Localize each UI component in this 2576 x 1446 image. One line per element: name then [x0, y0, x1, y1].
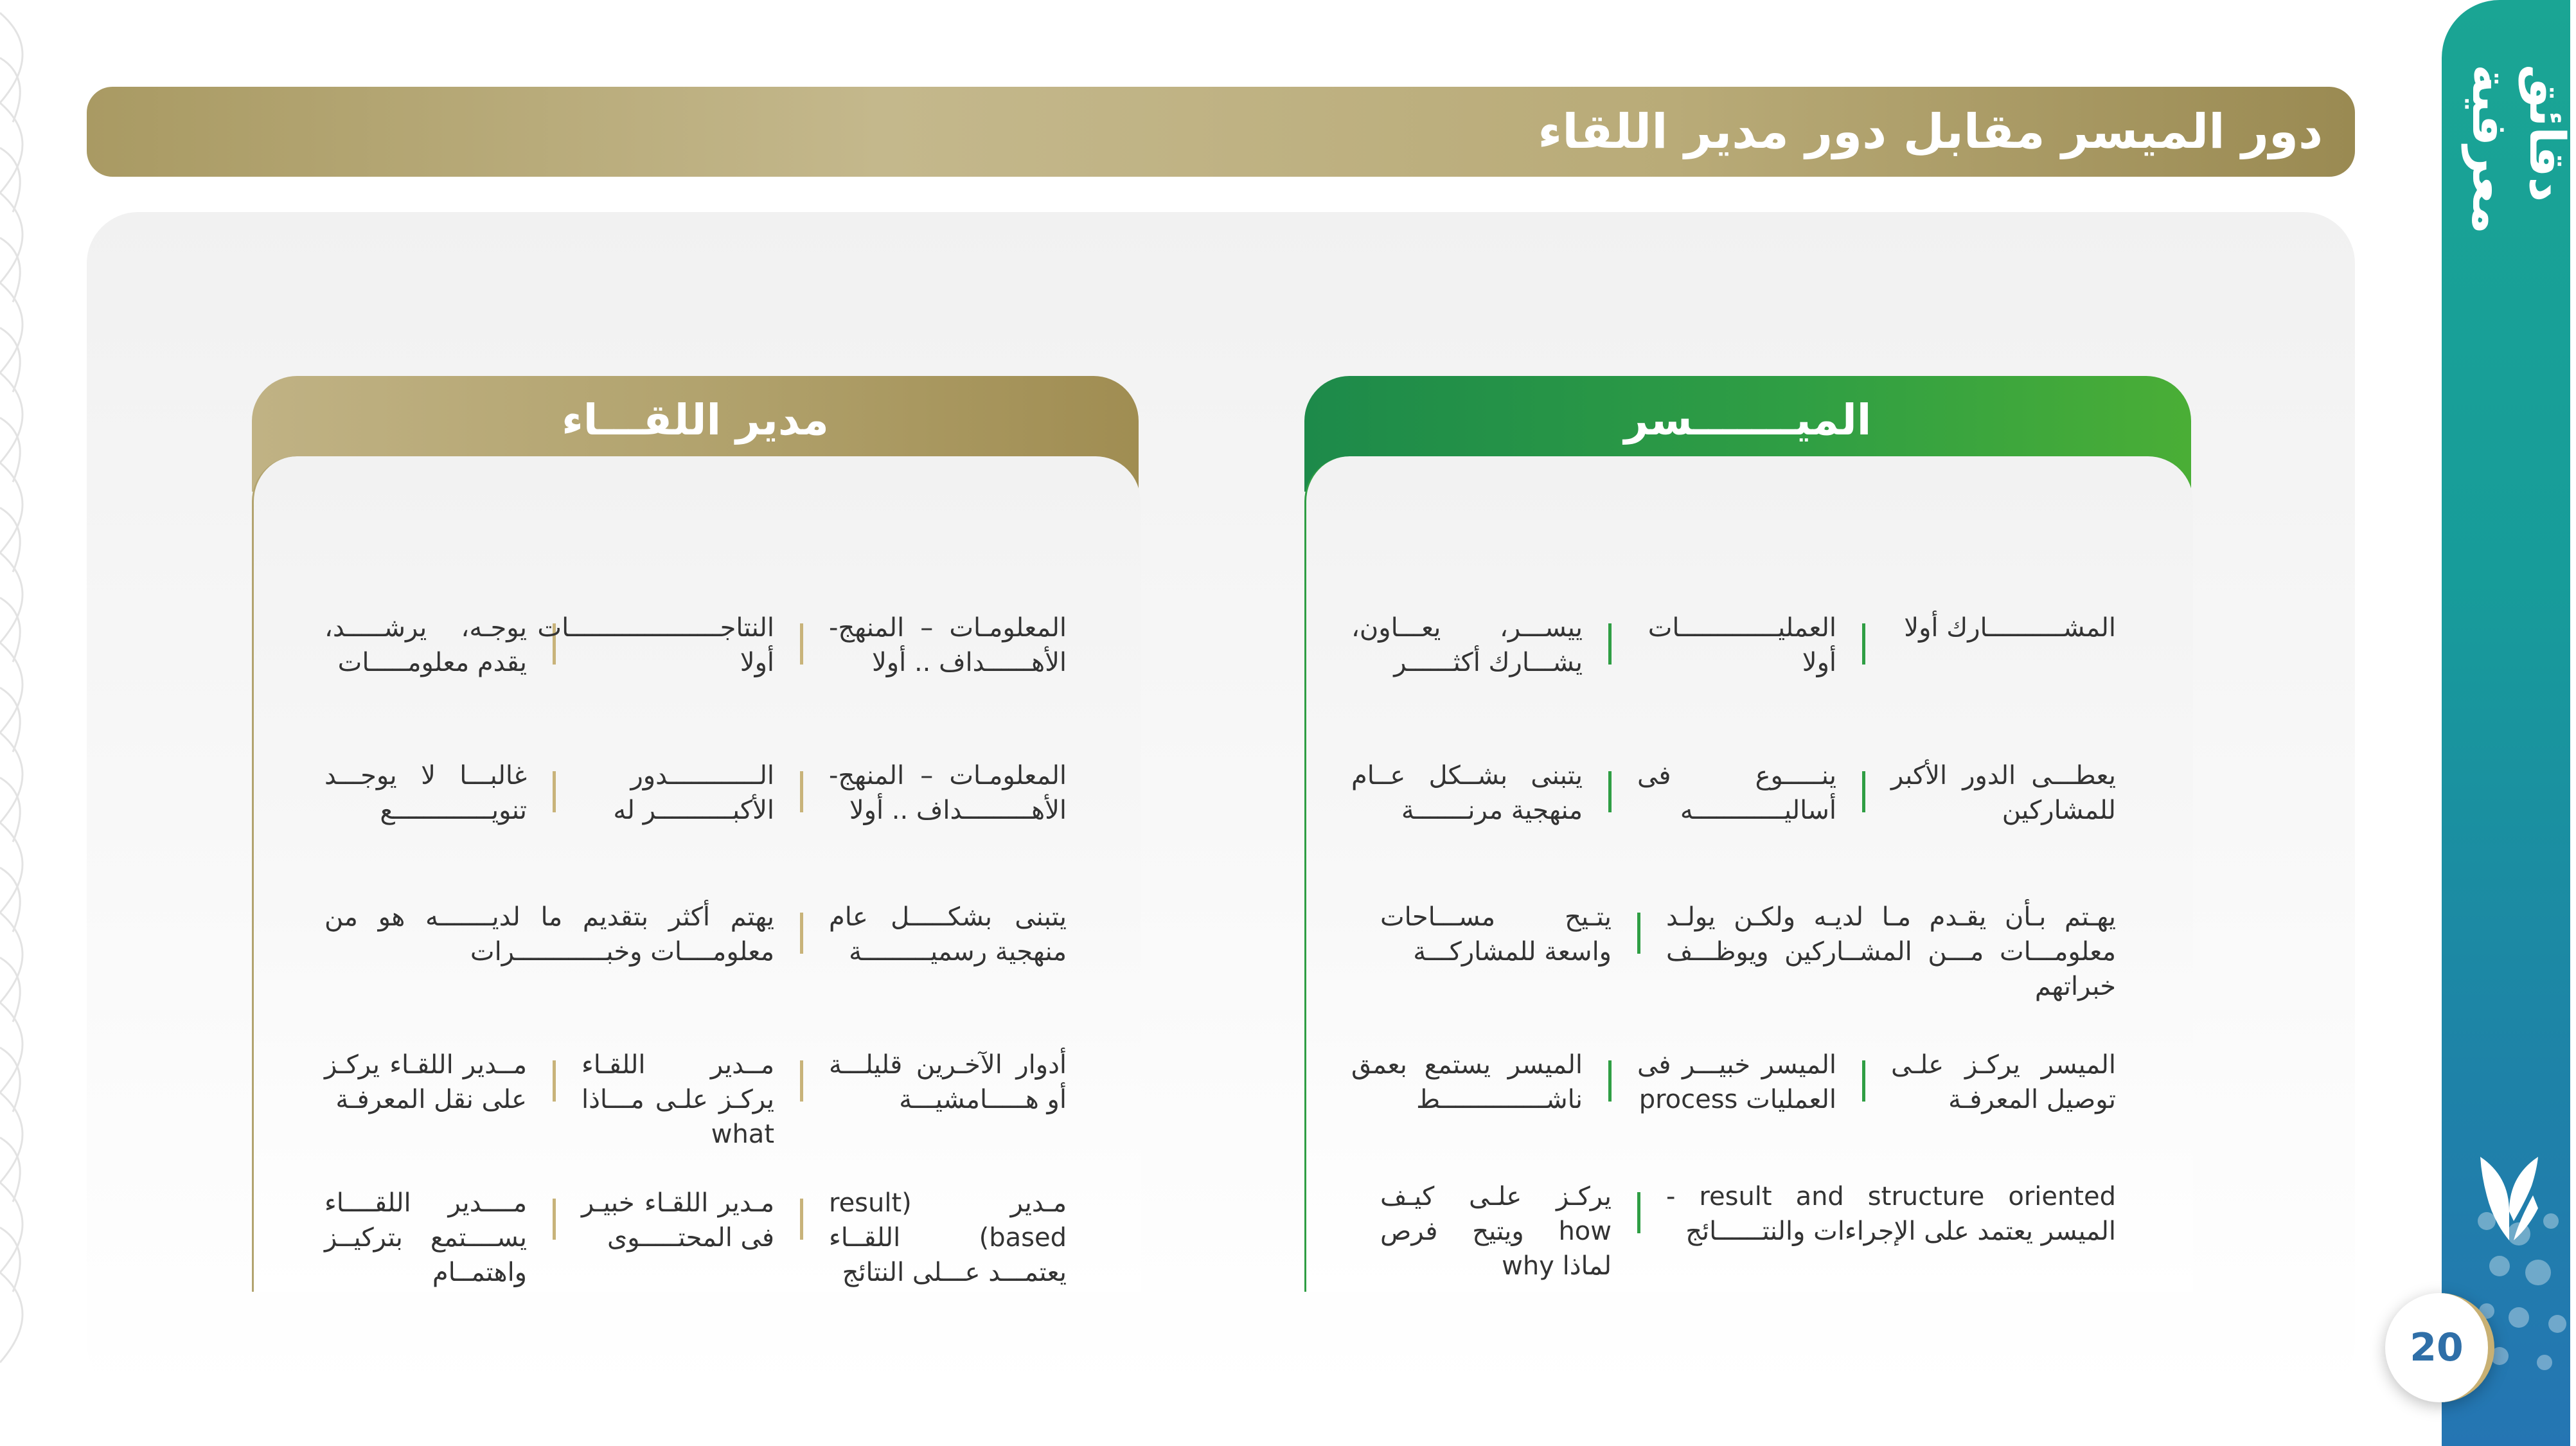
meeting-manager-cell: مـدير اللقـاء خبيـر فى المحتـــــوى [582, 1188, 774, 1253]
facilitator-cell: ينـــــوع فى أساليــــــــــــه [1637, 761, 1836, 825]
meeting-manager-card-body [252, 456, 1141, 1292]
meeting-manager-cell: يتبنى بشكـــــل عام منهجية رسميـــــــــة [829, 902, 1067, 967]
page-number-badge [2385, 1293, 2494, 1402]
facilitator-cell: result and structure oriented - الميسر يعتمد على الإجراءات والنتــــــائج [1666, 1182, 2116, 1246]
meeting-manager-cell: مـدير (result based) اللقــاء يعتمـــد عـــلى النتائج [829, 1188, 1067, 1287]
meeting-manager-card-title: مدير اللقـــاء [562, 395, 829, 445]
meeting-manager-cell: غالبـــا لا يوجـــد تنويـــــــــــــع [324, 761, 527, 825]
meeting-manager-cell: المعلومـات – المنهج- الأهـــــــــداف .. أولا [829, 761, 1067, 825]
page-number: 20 [2410, 1325, 2464, 1370]
facilitator-cell: الميسر يركـز علـى توصيل المعرفـة [1891, 1050, 2116, 1114]
meeting-manager-row [254, 611, 1141, 680]
meeting-manager-row [254, 900, 1141, 969]
meeting-manager-cell: يوجـه، يرشـــــد، يقدم معلومـــــات [324, 613, 527, 677]
facilitator-cell: العمليـــــــــــــات أولا [1648, 613, 1836, 677]
meeting-manager-card [252, 376, 1139, 1287]
facilitator-row [1306, 1048, 2193, 1117]
facilitator-row [1306, 758, 2193, 828]
row-separator [1637, 913, 1640, 954]
facilitator-cell: يتبنى بشــكل عــام منهجية مرنـــــــة [1351, 761, 1583, 825]
row-separator [800, 623, 803, 665]
meeting-manager-cell: مــــدير اللقــــاء يســــتمع بتركيــز واهتمــام [324, 1188, 527, 1287]
row-separator [800, 913, 803, 954]
facilitator-cell: يهـتم بـأن يقـدم مـا لديـه ولكـن يولـد معلومـــات مـــن المشــاركين ويوظـــف خبراتهم [1666, 902, 2116, 1001]
row-separator [1862, 623, 1865, 665]
brand-logo-icon [2474, 1150, 2545, 1247]
row-separator [1608, 771, 1612, 812]
facilitator-card [1304, 376, 2191, 1281]
facilitator-row [1306, 900, 2193, 1004]
page-title: دور الميسر مقابل دور مدير اللقاء [1538, 104, 2323, 159]
row-separator [1608, 1060, 1612, 1102]
meeting-manager-cell: مــدير اللقـاء يركـز علـى مـــاذا what [582, 1050, 774, 1149]
row-separator [1862, 771, 1865, 812]
row-separator [553, 771, 556, 812]
row-separator [553, 1060, 556, 1102]
decorative-leaf-pattern [0, 0, 51, 1446]
meeting-manager-cell: النتاجــــــــــــــــــــات أولا [537, 613, 774, 677]
meeting-manager-cell: مــدير اللقـاء يركـز على نقل المعرفـة [324, 1050, 527, 1114]
meeting-manager-row [254, 1048, 1141, 1152]
facilitator-cell: يعطـــى الدور الأكبر للمشاركين [1891, 761, 2116, 825]
facilitator-row [1306, 611, 2193, 680]
facilitator-cell: الميسر خبيـــر فى العمليات process [1637, 1050, 1836, 1114]
facilitator-cell: يتـيح مســـاحات واسعة للمشاركـــة [1380, 902, 1612, 967]
row-separator [800, 1199, 803, 1240]
meeting-manager-cell: المعلومـات – المنهج- الأهــــــداف .. أولا [829, 613, 1067, 677]
meeting-manager-row [254, 1186, 1141, 1290]
row-separator [1637, 1192, 1640, 1233]
meeting-manager-cell: أدوار الآخـرين قليلـــة أو هـــــامشيـــة [829, 1050, 1067, 1114]
meeting-manager-cell: الــــــــــــدور الأكبــــــــــر له [613, 761, 774, 825]
row-separator [1608, 623, 1612, 665]
meeting-manager-cell: يهتم أكثر بتقديم ما لديـــــــه هو من معلومــــات وخبــــــــــــرات [324, 902, 774, 967]
row-separator [800, 1060, 803, 1102]
row-separator [553, 1199, 556, 1240]
facilitator-card-title: الميـــــــسر [1624, 395, 1872, 445]
facilitator-cell: المشــــــــــارك أولا [1904, 613, 2116, 643]
facilitator-cell: يركـز علـى كيـف how ويتيح فرص لماذا why [1380, 1182, 1612, 1281]
facilitator-cell: الميسر يستمع بعمق ناشــــــــــــــط [1351, 1050, 1583, 1114]
row-separator [800, 771, 803, 812]
row-separator [1862, 1060, 1865, 1102]
meeting-manager-row [254, 758, 1141, 828]
facilitator-row [1306, 1179, 2193, 1283]
facilitator-card-body [1304, 456, 2193, 1292]
header-bar [87, 87, 2355, 177]
facilitator-cell: ييســـر، يعـــاون، يشـــارك أكثــــــر [1351, 613, 1583, 677]
side-title: دقائق معرفية [2462, 64, 2576, 235]
